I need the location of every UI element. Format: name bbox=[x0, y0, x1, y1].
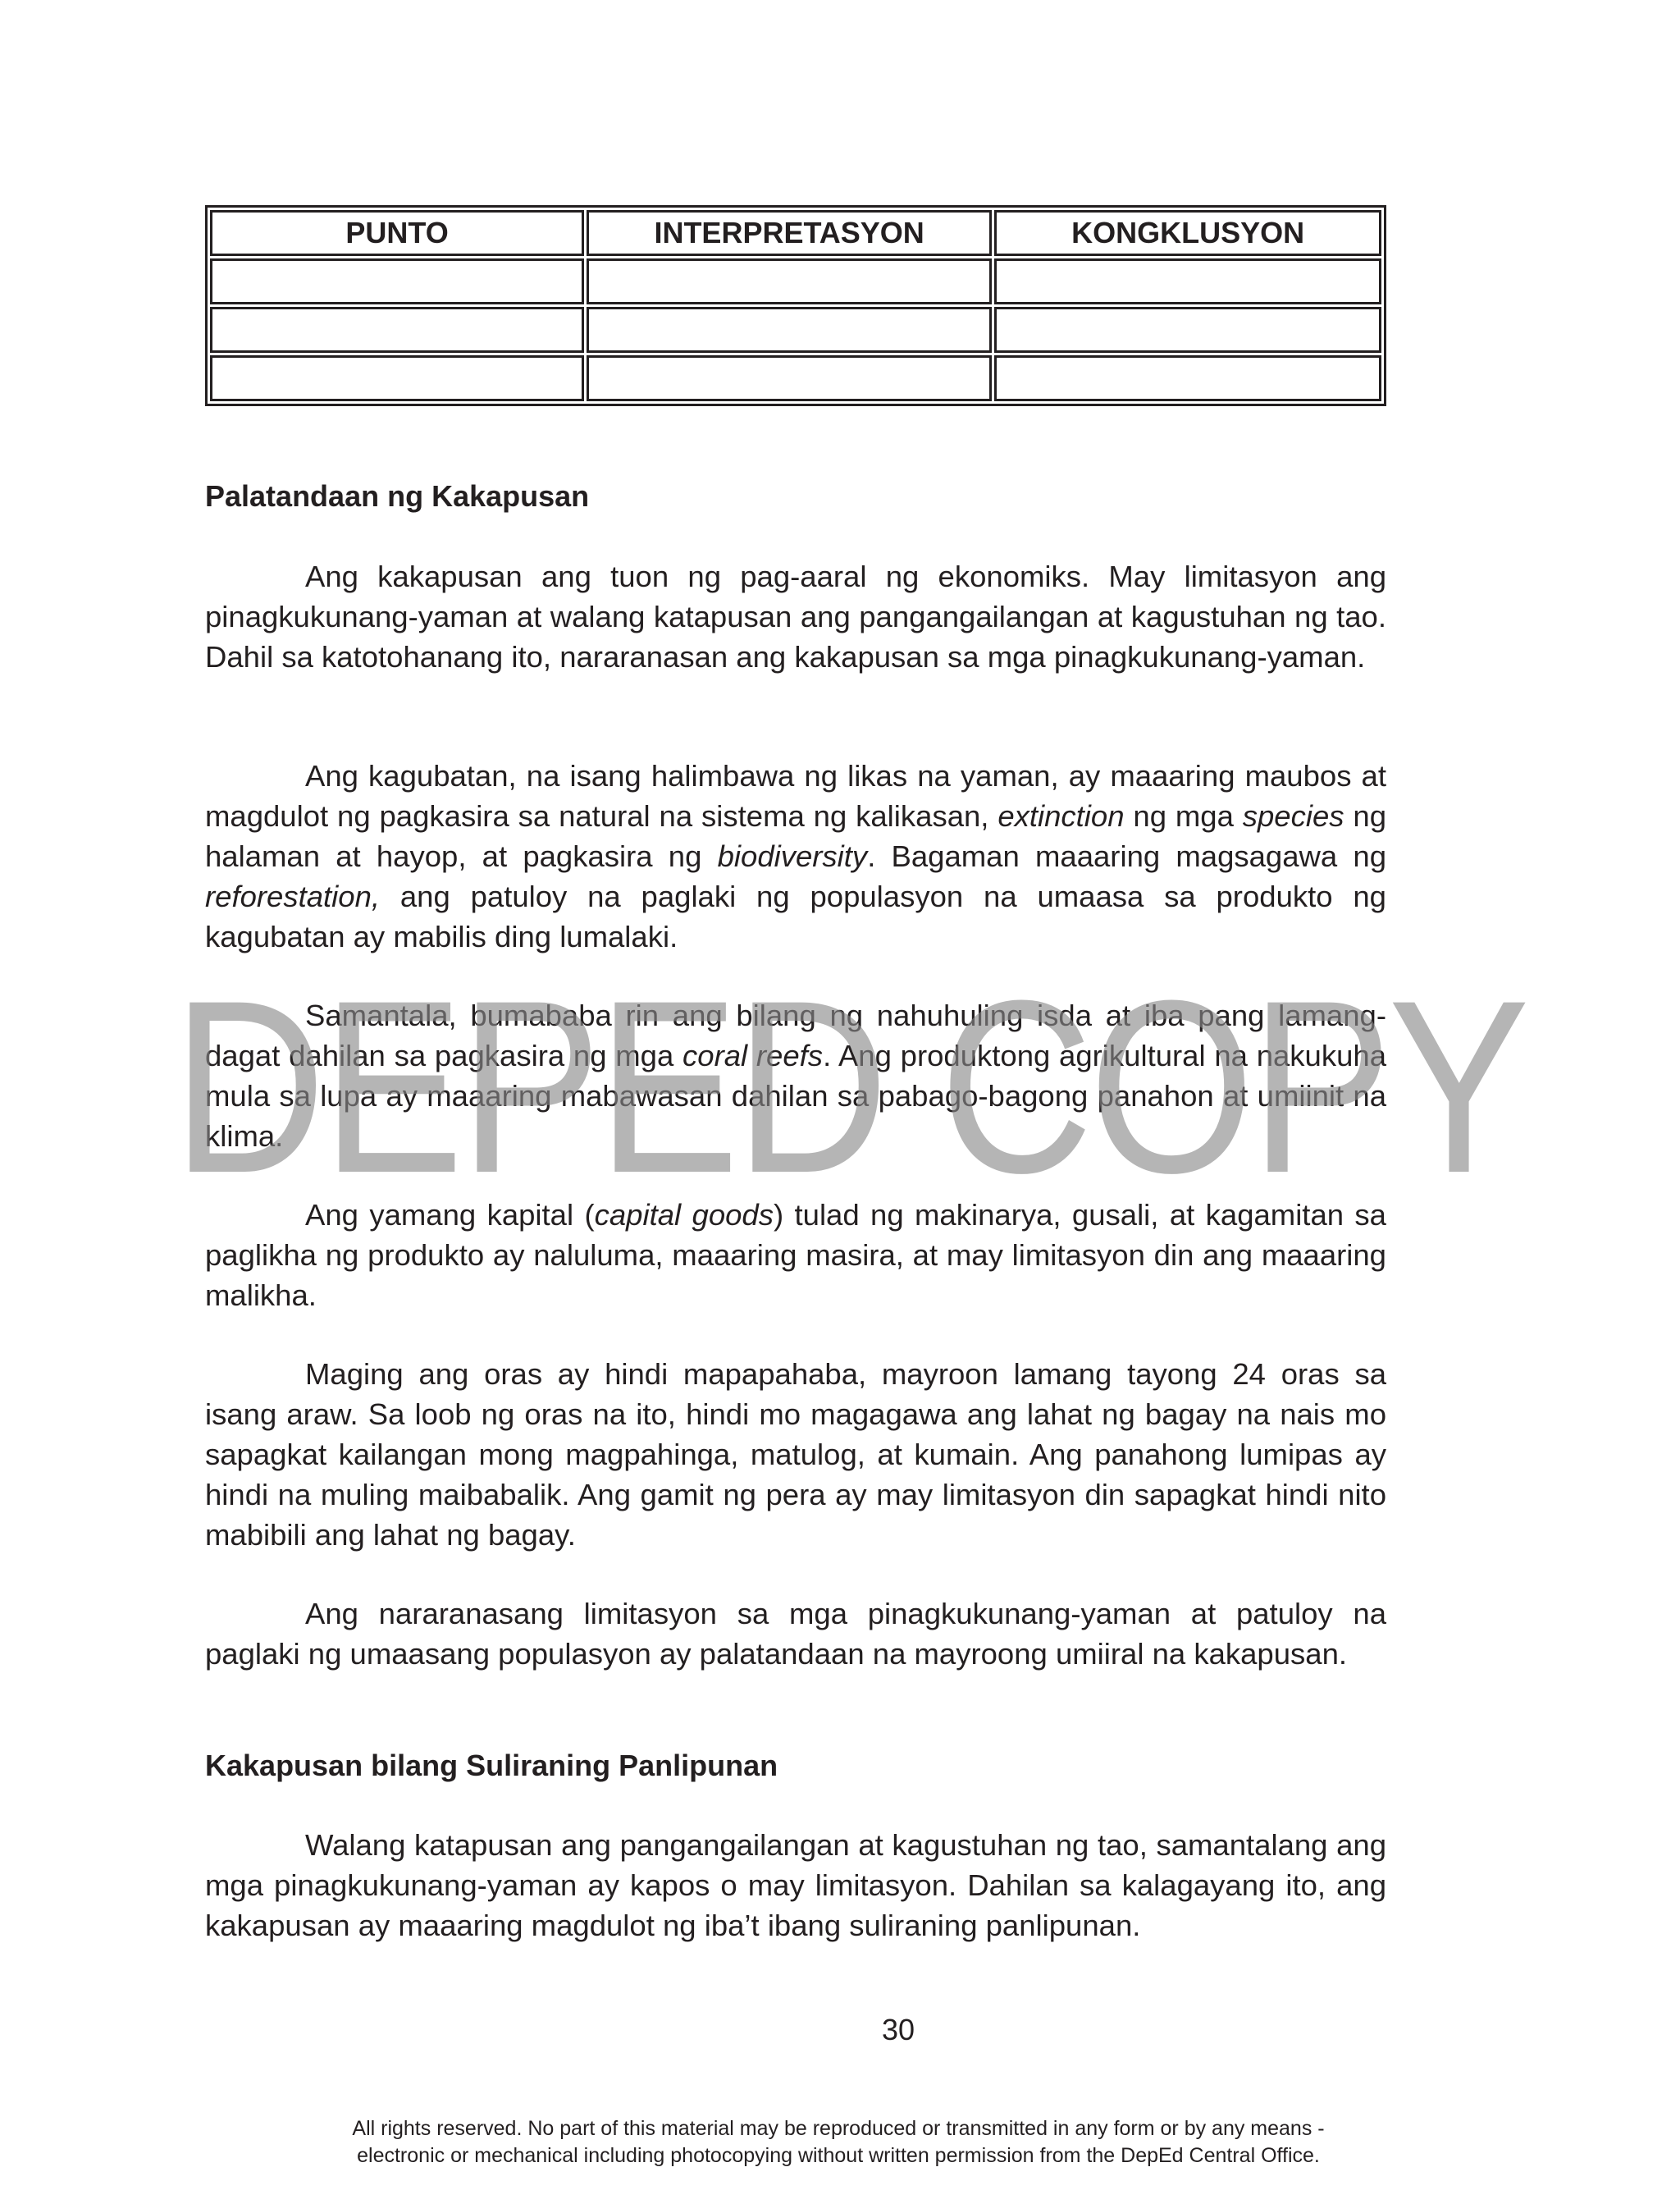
term-reforestation: reforestation, bbox=[205, 880, 381, 913]
table-row bbox=[210, 258, 1381, 304]
paragraph-2-text: ang patuloy na paglaki ng populasyon na umaasa sa produkto ng kagubatan ay mabilis ding lumalaki. bbox=[205, 880, 1386, 953]
table-header-row bbox=[210, 210, 1381, 256]
paragraph-6: Ang nararanasang limitasyon sa mga pinagkukunang-yaman at patuloy na paglaki ng umaasang populasyon ay palatandaan na mayroong umiiral na kakapusan. bbox=[205, 1597, 1386, 1671]
paragraph-2-text: Ang kagubatan, na isang halimbawa ng likas na yaman, ay maaaring maubos at magdulot ng pagkasira sa natural na sistema ng kalikasan, bbox=[205, 759, 1386, 833]
paragraph-2-text: ng halaman at hayop, at pagkasira ng bbox=[205, 799, 1386, 873]
section-heading-palatandaan: Palatandaan ng Kakapusan bbox=[205, 479, 590, 513]
copyright-footer bbox=[246, 2115, 1431, 2169]
table-cell bbox=[994, 355, 1381, 401]
watermark-text: DEPED COPY bbox=[172, 975, 1528, 1196]
section-heading-suliranin: Kakapusan bilang Suliraning Panlipunan bbox=[205, 1749, 778, 1782]
table-cell bbox=[587, 355, 992, 401]
term-species: species bbox=[1242, 799, 1344, 833]
footer-line-1: All rights reserved. No part of this material may be reproduced or transmitted in any form or by any means - bbox=[352, 2117, 1325, 2140]
term-biodiversity: biodiversity bbox=[717, 839, 868, 873]
paragraph-4-text: Ang yamang kapital ( bbox=[305, 1198, 595, 1232]
page-number: 30 bbox=[881, 2013, 915, 2046]
term-coral-reefs: coral reefs bbox=[682, 1039, 824, 1072]
paragraph-4 bbox=[205, 1195, 1386, 1315]
table-cell bbox=[587, 307, 992, 353]
term-capital-goods: capital goods bbox=[594, 1198, 774, 1232]
table-cell bbox=[210, 307, 584, 353]
footer-line-2: electronic or mechanical including photocopying without written permission from the DepEd Central Office. bbox=[357, 2144, 1320, 2167]
table-row bbox=[210, 307, 1381, 353]
table-row bbox=[210, 355, 1381, 401]
header-kongklusyon: KONGKLUSYON bbox=[994, 210, 1381, 256]
paragraph-3-text: Samantala, bumababa rin ang bilang ng nahuhuling isda at iba pang lamang-dagat dahilan sa pagkasira ng mga bbox=[205, 999, 1386, 1072]
table-cell bbox=[994, 307, 1381, 353]
table-cell bbox=[210, 355, 584, 401]
paragraph-2-text: . Bagaman maaaring magsagawa ng bbox=[867, 839, 1386, 873]
header-punto: PUNTO bbox=[210, 210, 584, 256]
worksheet-table bbox=[205, 205, 1386, 406]
paragraph-2-text: ng mga bbox=[1124, 799, 1243, 833]
header-interpretasyon: INTERPRETASYON bbox=[587, 210, 992, 256]
table-cell bbox=[587, 258, 992, 304]
table-cell bbox=[994, 258, 1381, 304]
paragraph-2 bbox=[205, 756, 1386, 957]
paragraph-3 bbox=[205, 995, 1386, 1156]
paragraph-1: Ang kakapusan ang tuon ng pag-aaral ng ekonomiks. May limitasyon ang pinagkukunang-yaman at walang katapusan ang pangangailangan at kagustuhan ng tao. Dahil sa katotohanang ito, nararanasan ang kakapusan sa mga pinagkukunang-yaman. bbox=[205, 560, 1386, 674]
paragraph-4-text: ) tulad ng makinarya, gusali, at kagamitan sa paglikha ng produkto ay naluluma, maaaring masira, at may limitasyon din ang maaaring malikha. bbox=[205, 1198, 1386, 1312]
term-extinction: extinction bbox=[998, 799, 1125, 833]
paragraph-5: Maging ang oras ay hindi mapapahaba, mayroon lamang tayong 24 oras sa isang araw. Sa loob ng oras na ito, hindi mo magagawa ang lahat ng bagay na nais mo sapagkat kailangan mong magpahinga, matulog, at kumain. Ang panahong lumipas ay hindi na muling maibabalik. Ang gamit ng pera ay may limitasyon din sapagkat hindi nito mabibili ang lahat ng bagay. bbox=[205, 1357, 1386, 1552]
paragraph-3-text: . Ang produktong agrikultural na nakukuha mula sa lupa ay maaaring mabawasan dahilan sa pabago-bagong panahon at umiinit na klima. bbox=[205, 1039, 1386, 1153]
paragraph-7: Walang katapusan ang pangangailangan at kagustuhan ng tao, samantalang ang mga pinagkukunang-yaman ay kapos o may limitasyon. Dahilan sa kalagayang ito, ang kakapusan ay maaaring magdulot ng iba’t ibang suliraning panlipunan. bbox=[205, 1828, 1386, 1942]
table-cell bbox=[210, 258, 584, 304]
